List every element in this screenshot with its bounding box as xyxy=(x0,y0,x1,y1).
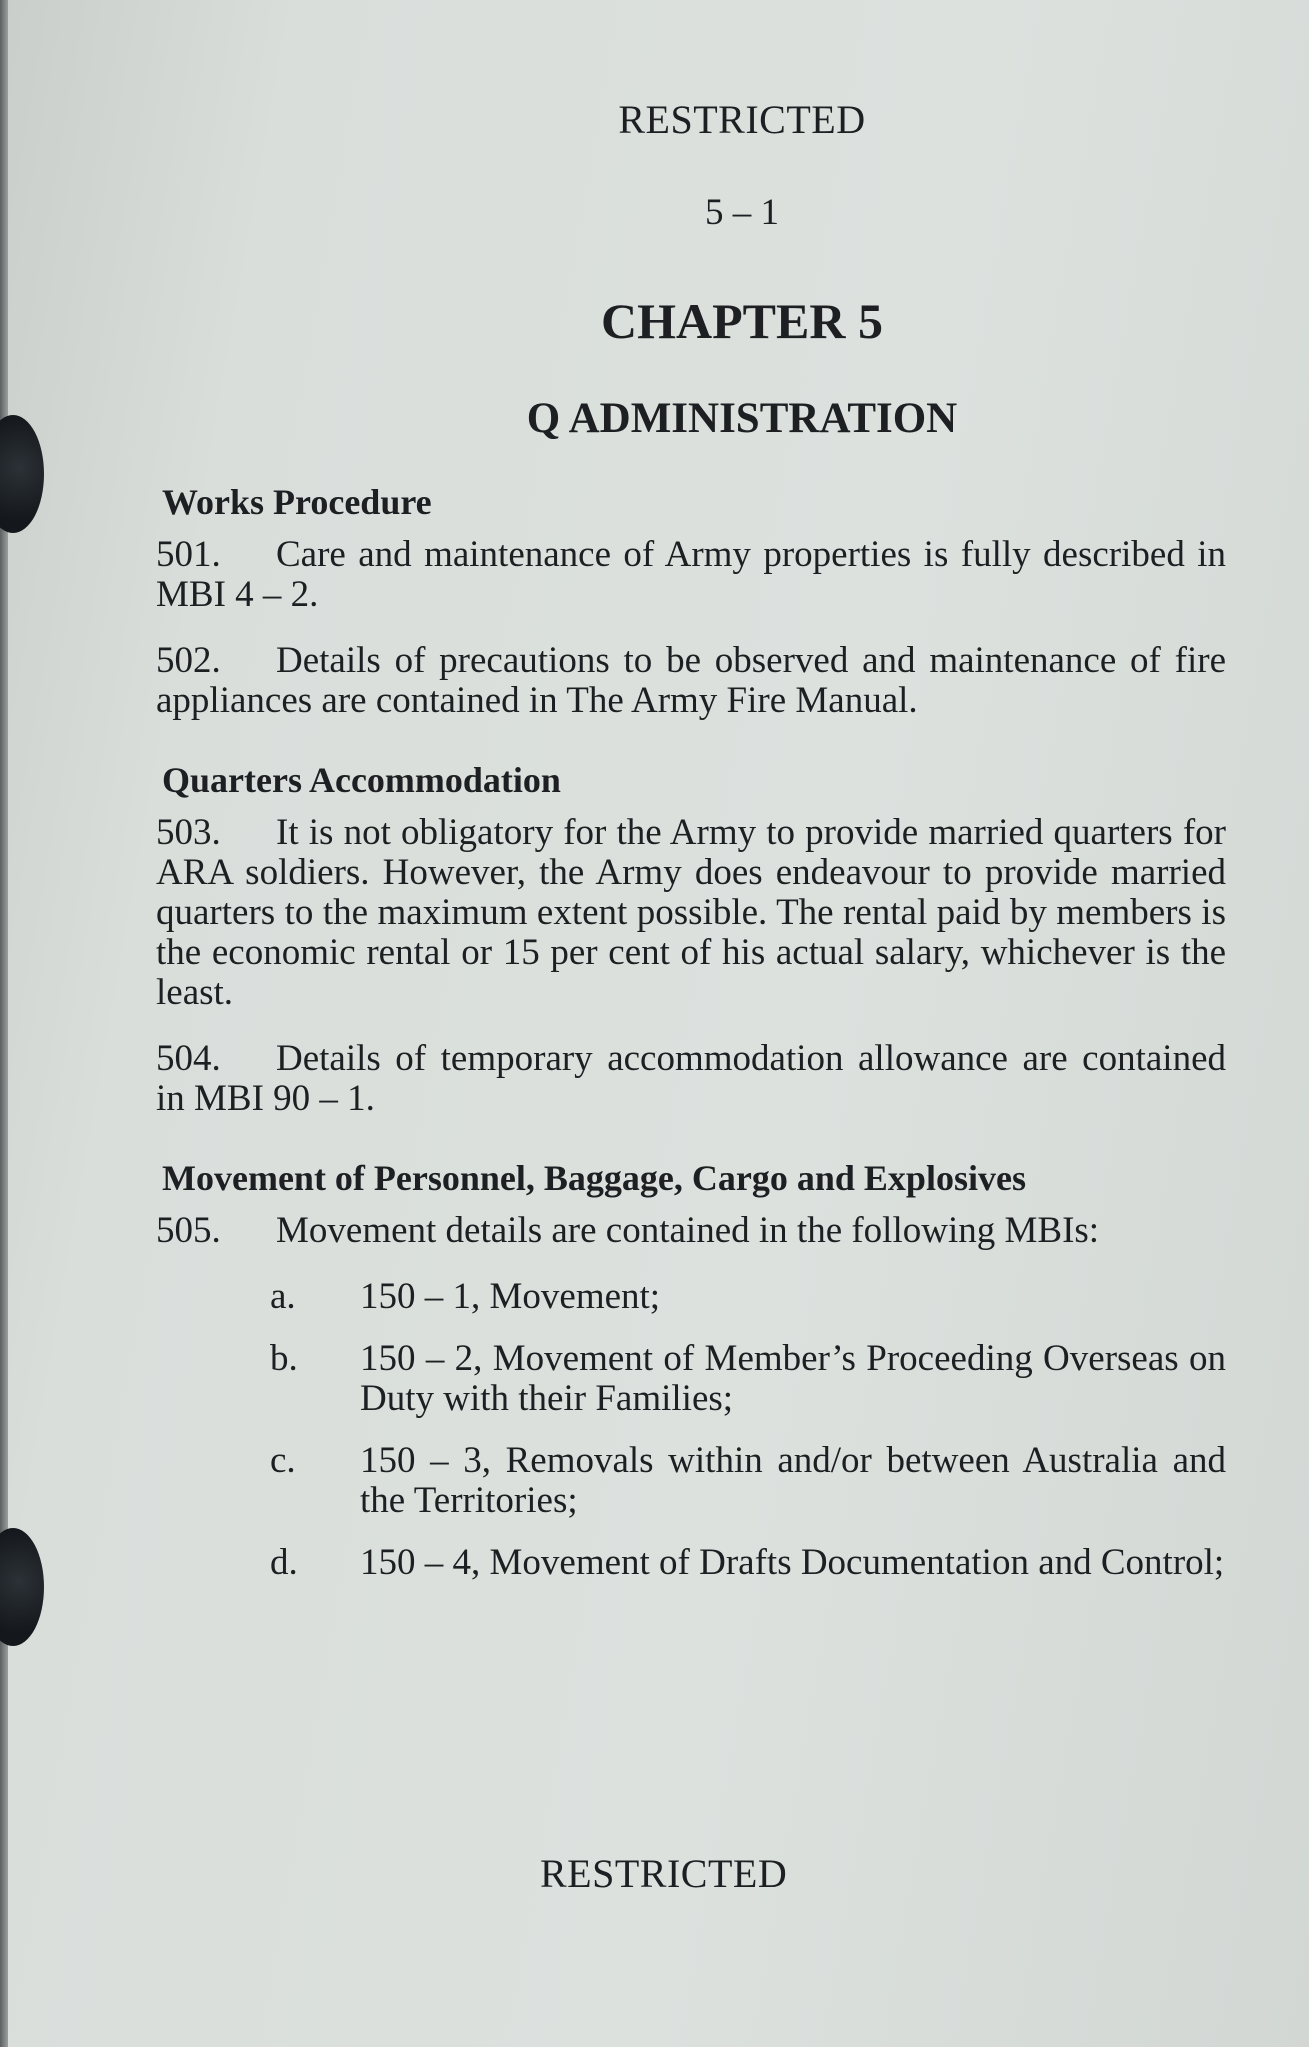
page-content xyxy=(142,96,1226,1605)
binding-edge xyxy=(0,0,8,2047)
paragraph-number: 504. xyxy=(156,1038,221,1079)
list-item xyxy=(270,1277,1226,1317)
paragraph-text: Details of temporary accommodation allowance are contained in MBI 90 – 1. xyxy=(156,1038,1226,1119)
paragraph-text: Details of precautions to be observed and maintenance of fire appliances are contained in The Army Fire Manual. xyxy=(156,640,1226,721)
section-heading-movement: Movement of Personnel, Baggage, Cargo and Explosives xyxy=(162,1158,1026,1198)
list-item xyxy=(270,1339,1226,1419)
chapter-subtitle: Q ADMINISTRATION xyxy=(526,395,958,442)
list-item-text: 150 – 3, Removals within and/or between Australia and the Territories; xyxy=(360,1440,1226,1521)
paragraph-number: 501. xyxy=(156,534,221,575)
classification-header: RESTRICTED xyxy=(618,97,866,142)
section-heading-works-procedure: Works Procedure xyxy=(162,482,432,522)
list-item-text: 150 – 2, Movement of Member’s Proceeding Overseas on Duty with their Families; xyxy=(360,1338,1226,1419)
paragraph-number: 503. xyxy=(156,812,221,853)
paragraph-number: 502. xyxy=(156,640,221,681)
paragraph-number: 505. xyxy=(156,1210,221,1251)
list-item-text: 150 – 4, Movement of Drafts Documentation and Control; xyxy=(360,1542,1225,1583)
section-heading-quarters-accommodation: Quarters Accommodation xyxy=(162,760,561,800)
chapter-title: CHAPTER 5 xyxy=(601,293,883,349)
list-item-letter: b. xyxy=(270,1338,298,1379)
punch-hole-top xyxy=(0,415,44,533)
paragraph-504 xyxy=(156,1039,1226,1119)
paragraph-text: Care and maintenance of Army properties is fully described in MBI 4 – 2. xyxy=(156,534,1226,615)
list-item xyxy=(270,1441,1226,1521)
paragraph-text: Movement details are contained in the following MBIs: xyxy=(276,1210,1100,1251)
list-item-letter: a. xyxy=(270,1276,296,1317)
page-number: 5 – 1 xyxy=(705,192,779,233)
paragraph-502 xyxy=(156,641,1226,721)
list-item-letter: c. xyxy=(270,1440,296,1481)
classification-footer: RESTRICTED xyxy=(540,1851,788,1896)
list-item-letter: d. xyxy=(270,1542,298,1583)
paragraph-501 xyxy=(156,535,1226,615)
paragraph-505 xyxy=(156,1211,1226,1251)
paragraph-text: It is not obligatory for the Army to provide married quarters for ARA soldiers. However, the Army does endeavour to provide married quarters to the maximum extent possible. The rental paid by members is the economic rental or 15 per cent of his actual salary, whichever is the least. xyxy=(156,812,1226,1013)
punch-hole-bottom xyxy=(0,1528,44,1646)
mbi-list xyxy=(270,1277,1226,1583)
list-item xyxy=(270,1543,1226,1583)
list-item-text: 150 – 1, Movement; xyxy=(360,1276,661,1317)
paragraph-503 xyxy=(156,813,1226,1013)
